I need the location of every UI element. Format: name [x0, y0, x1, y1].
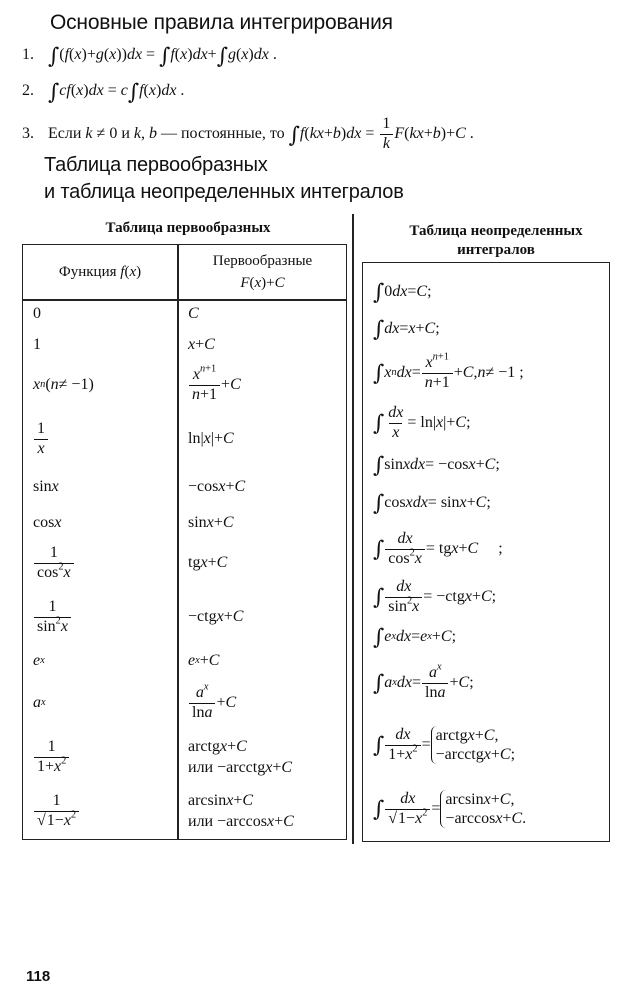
rule-1-formula: ∫(f(x)+g(x))dx = ∫f(x)dx+∫g(x)dx .: [48, 44, 277, 69]
indefinite-integrals-table: ∫ 0 dx = C ; ∫ dx = x + C ; ∫ x n dx = $\frac{x^{n+1}}{n+1}$ + C , n ≠ −1 ; ∫ $\frac{dx}{x}$ = ln| x |+ C ; ∫ sin xdx = −cos x + C ; ∫ cos xdx = sin x + C ; ∫ $\frac{dx}{\cos^2x}$ = tg x + C ; ∫ $\frac{dx}{\sin^2x}$ = −ctg x + C ; ∫ e x dx = e x + C ; ∫ a x dx = $\frac{a^x}{\ln a}$ + C ; ∫ $\frac{dx}{1+x^2}$ = arctgx+C, −arcctgx+C; ∫ $\frac{dx}{√1-x^2}$ = arcsinx+C, −arccosx+C.: [362, 262, 610, 842]
antiderivatives-table: Функция f ( x ) Первообразные F(x)+C 0 C 1 x + C x n ( n ≠ −1) $\frac{x^{n+1}}{n+1}$ + C $\frac{1}{x}$ ln| x |+ C sin x −cos x + C cos x sin x + C $\frac{1}{\cos^2x}$ tg x + C $\frac{1}{\sin^2x}$ −ctg x + C e x e x + C a x $\frac{a^x}{\ln a}$ + C $\frac{1}{1+x^2}$ arctgx+C или −arcctgx+C $\frac{1}{√1-x^2}$ arcsinx+C или −arccosx+C: [22, 244, 347, 840]
rule-3-if: Если: [48, 124, 82, 142]
rule-number: 3.: [22, 124, 34, 142]
left-table-heading: Таблица первообразных: [105, 220, 271, 236]
right-heading-line-1: Таблица неопределенных: [409, 223, 583, 239]
or-word: или: [188, 813, 214, 830]
table-column-divider: [177, 245, 179, 839]
right-heading-line-2: интегралов: [457, 242, 535, 258]
section-title-line-2: и таблица неопределенных интегралов: [44, 181, 404, 203]
column-divider: [352, 214, 354, 844]
rule-2-formula: ∫cf(x)dx = c∫f(x)dx .: [48, 80, 185, 105]
section-title: [44, 152, 404, 206]
rule-2: [22, 80, 184, 105]
section-title-line-1: Таблица первообразных: [44, 154, 268, 176]
rule-1: [22, 44, 277, 69]
rule-3-and: и: [121, 124, 130, 142]
page-number: 118: [26, 968, 51, 985]
table-header-divider: [23, 299, 346, 301]
rule-number: 1.: [22, 46, 34, 64]
rule-number: 2.: [22, 82, 34, 100]
rule-3-const: — постоянные, то: [160, 124, 285, 142]
right-table-heading: [362, 222, 630, 260]
rule-3-formula: ∫f(kx+b)dx = $\frac{1}{k}$ F(kx+b)+C .: [288, 115, 474, 152]
page-title: Основные правила интегрирования: [50, 11, 393, 34]
or-word: или: [188, 759, 214, 776]
header-function-label: Функция: [58, 263, 117, 280]
header-antiderivative-label: Первообразные: [212, 253, 313, 269]
rule-3: 3. Если k ≠ 0 и k, b — постоянные, то ∫f(kx+b)dx = $\frac{1}{k}$ F(kx+b)+C .: [22, 115, 474, 152]
